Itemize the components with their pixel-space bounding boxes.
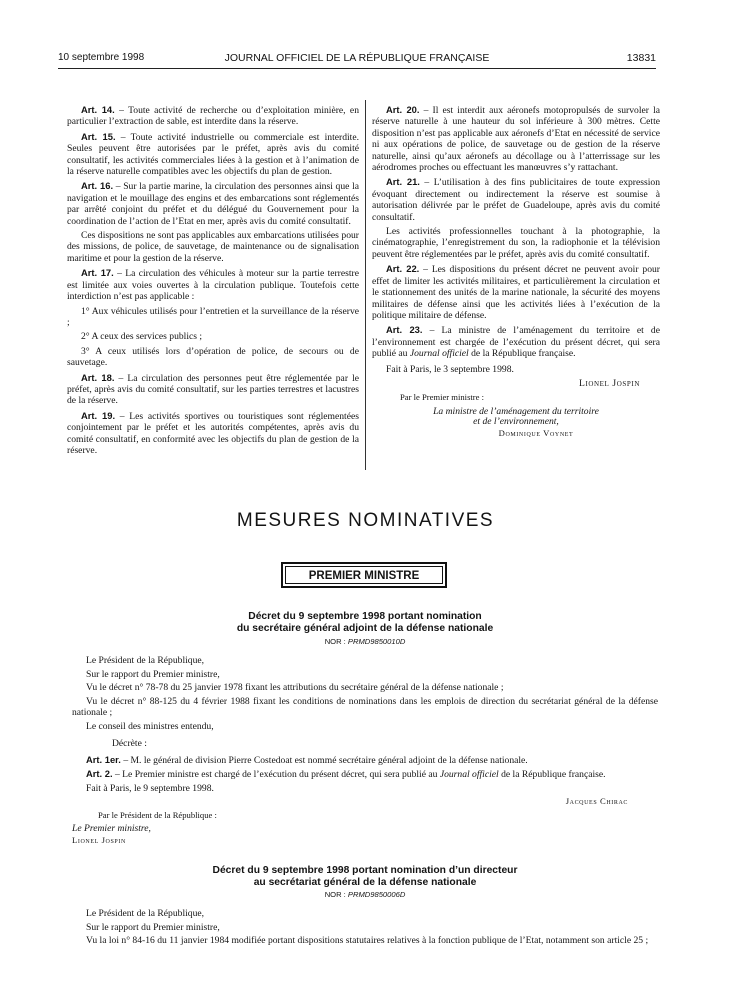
decree-2-nor: NOR : PRMD9850006D bbox=[324, 890, 406, 899]
article-23: Art. 23. – La ministre de l’aménagement du territoire et de l’environnement est chargée de l’exécution du présent décret, qui sera publié au Journal officiel de la République française. bbox=[372, 324, 660, 360]
minister-title-continued: et de l’environnement, bbox=[473, 416, 559, 428]
column-divider bbox=[365, 100, 366, 470]
decree-1-signatory: Jacques Chirac bbox=[565, 796, 628, 806]
article-16: Art. 16. – Sur la partie marine, la circulation des personnes ainsi que la navigation et le mouillage des engins et des embarcations sont réglementés par arrêté conjoint du préfet et du délégué du Gouvernement pour la coordination de l’action de l’Etat en mer, après avis du comité consultatif. bbox=[67, 180, 359, 227]
header-date: 10 septembre 1998 bbox=[58, 52, 145, 63]
article-22: Art. 22. – Les dispositions du présent décret ne peuvent avoir pour effet de limiter les activités militaires, et particulièrement la circulation et le stationnement des unités de la marine nationale, la sécurité des moyens militaires de défense ainsi que les activités liées à l’exécution de la politique militaire de défense. bbox=[372, 263, 660, 321]
decree-1-article-1: Art. 1er. – M. le général de division Pierre Costedoat est nommé secrétaire général adjoint de la défense nationale. bbox=[86, 753, 528, 766]
article-21-paragraph-2: Les activités professionnelles touchant à la photographie, la cinématographie, l’enregistrement du son, la radiophonie et la télévision peuvent être réglementées par le préfet, après avis du comité consultatif. bbox=[372, 226, 660, 260]
signatory-name: Lionel Jospin bbox=[578, 377, 640, 389]
article-17-item-3: 3° A ceux utilisés lors d’opération de police, de secours ou de sauvetage. bbox=[67, 345, 359, 369]
decree-1-line: Vu le décret n° 88-125 du 4 février 1988 fixant les conditions de nominations dans les emplois de direction du secrétariat général de la défense nationale ; bbox=[72, 695, 658, 718]
decree-1-pm-name: Lionel Jospin bbox=[72, 834, 126, 845]
decree-1-nor: NOR : PRMD9850010D bbox=[324, 637, 406, 646]
decree-2-body bbox=[72, 908, 658, 949]
article-17-item-1: 1° Aux véhicules utilisés pour l’entretien et la surveillance de la réserve ; bbox=[67, 305, 359, 328]
minister-name: Dominique Voynet bbox=[498, 427, 574, 438]
article-21: Art. 21. – L’utilisation à des fins publicitaires de toute expression évoquant directement ou indirectement la réserve est soumise à autorisation délivrée par le préfet de Guadeloupe, après avis du comité consultatif. bbox=[372, 176, 660, 223]
article-19: Art. 19. – Les activités sportives ou touristiques sont réglementées conjointement par le préfet et les autorités compétentes, après avis du comité consultatif, en conformité avec les objectifs du plan de gestion de la réserve. bbox=[67, 409, 359, 456]
decree-1-signature-date: Fait à Paris, le 9 septembre 1998. bbox=[86, 782, 214, 794]
decree-1-decrete: Décrète : bbox=[112, 738, 147, 749]
header-journal-title: JOURNAL OFFICIEL DE LA RÉPUBLIQUE FRANÇAISE bbox=[224, 52, 490, 64]
left-column bbox=[67, 104, 359, 459]
minister-title: La ministre de l’aménagement du territoire bbox=[433, 405, 599, 417]
decree-2-line: Le Président de la République, bbox=[86, 908, 205, 919]
countersign-label: Par le Premier ministre : bbox=[400, 392, 485, 403]
decree-1-title: Décret du 9 septembre 1998 portant nomination du secrétaire général adjoint de la défense nationale bbox=[236, 611, 494, 634]
decree-1-countersign-label: Par le Président de la République : bbox=[98, 809, 217, 820]
article-14: Art. 14. – Toute activité de recherche ou d’exploitation minière, en particulier l’extraction de sable, est interdite dans la réserve. bbox=[67, 104, 359, 128]
decree-1-line: Le conseil des ministres entendu, bbox=[86, 720, 214, 732]
right-column bbox=[372, 104, 660, 442]
article-17: Art. 17. – La circulation des véhicules à moteur sur la partie terrestre est limitée aux voies ouvertes à la circulation publique. Toutefois cette interdiction n’est pas applicable : bbox=[67, 267, 359, 303]
decree-2-line: Vu la loi n° 84-16 du 11 janvier 1984 modifiée portant dispositions statutaires relatives à la fonction publique de l’Etat, notamment son article 25 ; bbox=[86, 935, 649, 946]
section-box bbox=[281, 562, 447, 588]
decree-1-line: Vu le décret n° 78-78 du 25 janvier 1978 fixant les attributions du secrétaire général de la défense nationale ; bbox=[86, 682, 504, 693]
article-15: Art. 15. – Toute activité industrielle ou commerciale est interdite. Seules peuvent être autorisées par le préfet, après avis du comité consultatif, les activités commerciales liées à la gestion et à l’animation de la réserve naturelle compatibles avec les objectifs du plan de gestion. bbox=[67, 130, 359, 178]
decree-2-title: Décret du 9 septembre 1998 portant nomination d’un directeur au secrétariat général de la défense nationale bbox=[212, 865, 518, 888]
signature-date: Fait à Paris, le 3 septembre 1998. bbox=[386, 363, 514, 375]
section-box-label: PREMIER MINISTRE bbox=[285, 566, 443, 584]
section-heading: MESURES NOMINATIVES bbox=[236, 510, 495, 531]
article-20: Art. 20. – Il est interdit aux aéronefs motopropulsés de survoler la réserve naturelle à une hauteur du sol inférieure à 300 mètres. Cette disposition n’est pas applicable aux aéronefs d’Etat en nécessité de service ni aux opérations de police, de sauvetage ou de gestion de la réserve naturelle, ainsi qu’aux aéronefs au décollage ou à l’atterrissage sur les aérodromes proches ou effectuant les manœuvres s’y rattachant. bbox=[372, 104, 660, 174]
decree-1-article-2: Art. 2. – Le Premier ministre est chargé de l’exécution du présent décret, qui sera publié au Journal officiel de la République française. bbox=[86, 768, 606, 780]
page-header bbox=[58, 52, 656, 69]
decree-1-line: Sur le rapport du Premier ministre, bbox=[86, 668, 220, 680]
header-page-number: 13831 bbox=[626, 52, 656, 64]
decree-1-body bbox=[72, 655, 658, 848]
decree-2-line: Sur le rapport du Premier ministre, bbox=[86, 921, 220, 933]
article-18: Art. 18. – La circulation des personnes peut être réglementée par le préfet, après avis du comité consultatif, sur les parties terrestres et lacustres de la réserve. bbox=[67, 371, 359, 407]
article-16-paragraph-2: Ces dispositions ne sont pas applicables aux embarcations utilisées pour des missions, de police, de sauvetage, de maintenance ou de signalisation maritime et pour la gestion de la réserve. bbox=[67, 230, 359, 264]
article-17-item-2: 2° A ceux des services publics ; bbox=[81, 331, 203, 343]
decree-1-line: Le Président de la République, bbox=[86, 655, 205, 666]
decree-1-pm-title: Le Premier ministre, bbox=[72, 823, 151, 834]
